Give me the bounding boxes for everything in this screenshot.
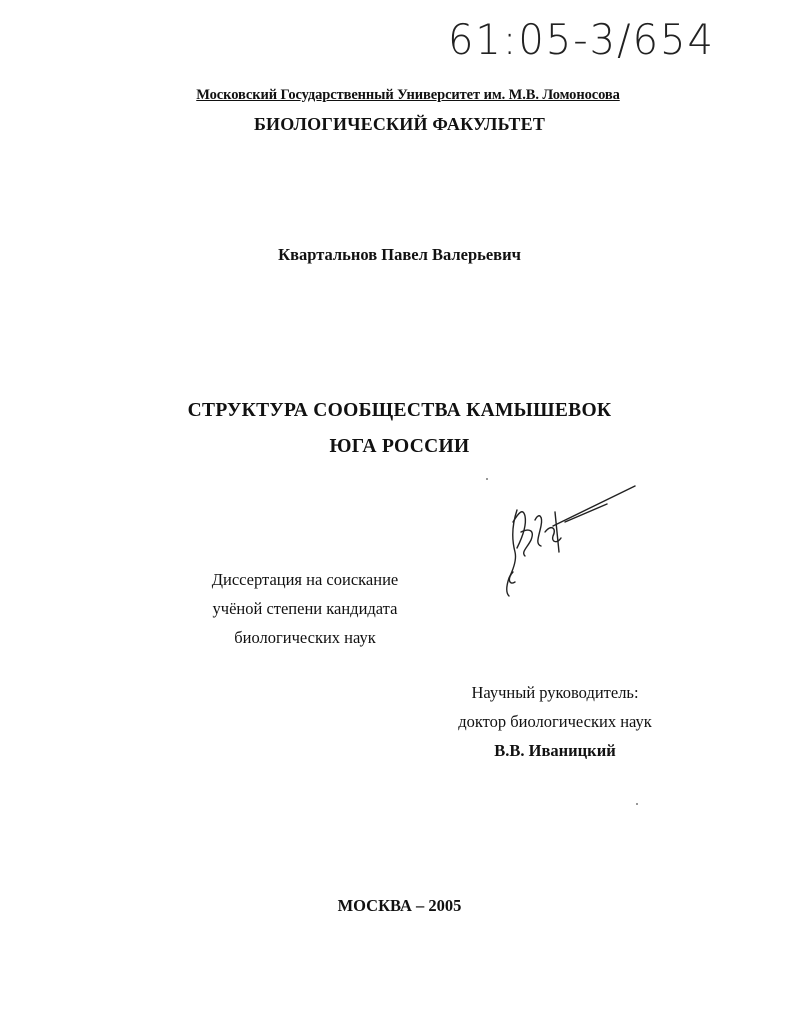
handwritten-signature bbox=[495, 482, 640, 602]
dissertation-line-3: биологических наук bbox=[234, 628, 376, 647]
dissertation-line-1: Диссертация на соискание bbox=[211, 570, 399, 589]
scan-speck bbox=[636, 803, 638, 805]
supervisor-label: Научный руководитель: bbox=[471, 683, 639, 702]
handwritten-shelf-mark bbox=[440, 8, 715, 65]
shelf-mark-text: 61:05-3/654 bbox=[448, 15, 715, 65]
thesis-title-line-1: СТРУКТУРА СООБЩЕСТВА КАМЫШЕВОК bbox=[187, 400, 612, 421]
thesis-title-line-2: ЮГА РОССИИ bbox=[329, 436, 470, 457]
dissertation-line-2: учёной степени кандидата bbox=[212, 599, 398, 618]
city-year: МОСКВА – 2005 bbox=[337, 896, 462, 915]
faculty-name: БИОЛОГИЧЕСКИЙ ФАКУЛЬТЕТ bbox=[253, 114, 546, 134]
scan-speck bbox=[486, 478, 488, 480]
author-name: Квартальнов Павел Валерьевич bbox=[278, 245, 521, 264]
university-name: Московский Государственный Университет им. М.В. Ломоносова bbox=[196, 87, 620, 103]
supervisor-degree: доктор биологических наук bbox=[458, 712, 652, 731]
supervisor-name: В.В. Иваницкий bbox=[494, 741, 616, 760]
